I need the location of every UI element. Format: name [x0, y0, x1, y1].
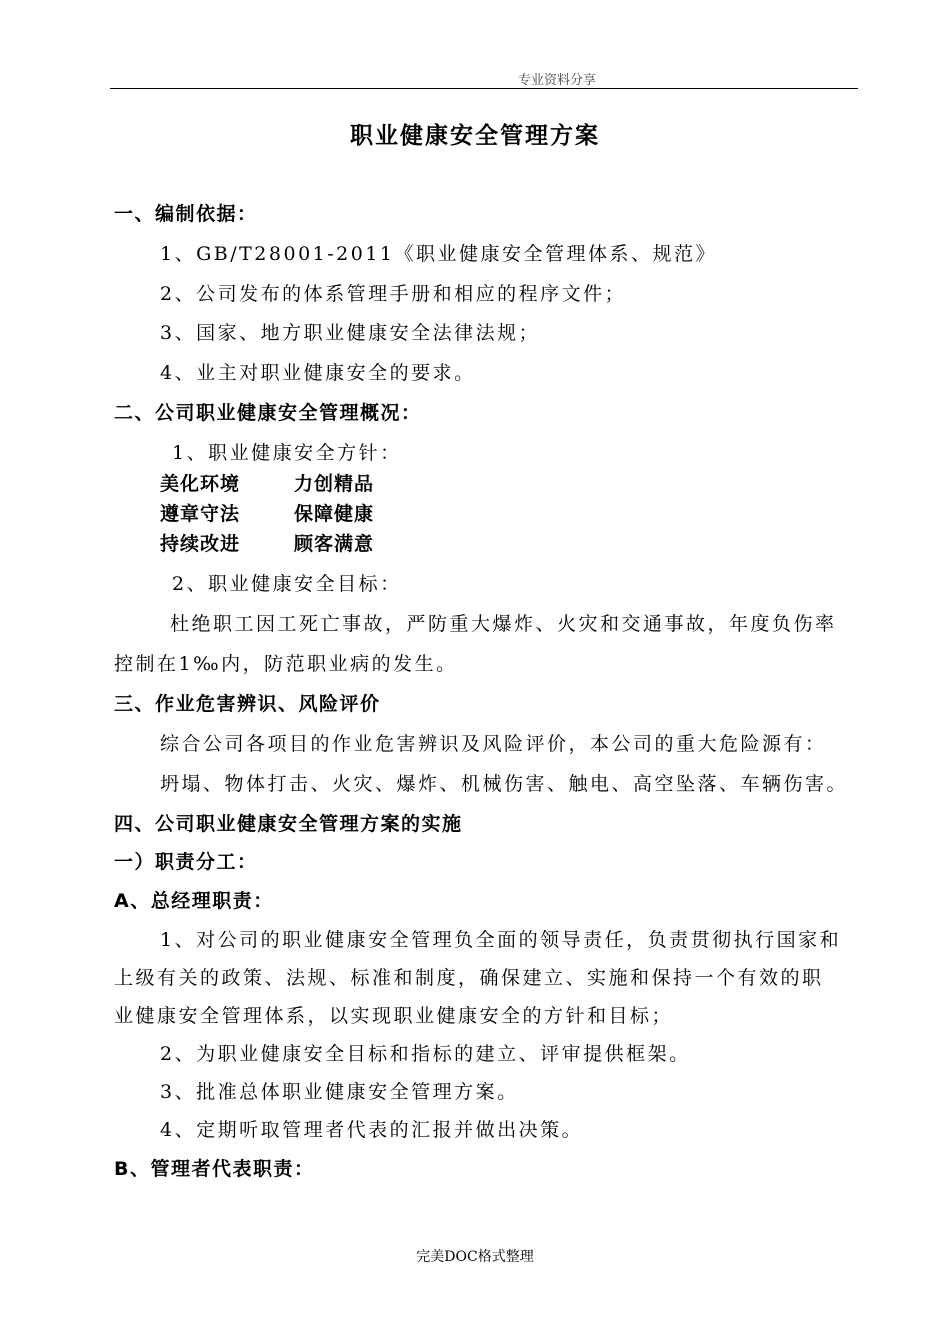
policy-phrase: 保障健康	[294, 503, 375, 525]
gm-duty-line: 4、定期听取管理者代表的汇报并做出决策。	[160, 1119, 584, 1141]
subheading-management-rep: B、管理者代表职责：	[114, 1158, 315, 1180]
subheading-general-manager: A、总经理职责：	[114, 890, 274, 912]
policy-phrase: 持续改进	[160, 533, 241, 555]
policy-row-1	[160, 471, 428, 497]
section-heading-implementation: 四、公司职业健康安全管理方案的实施	[114, 813, 463, 835]
policy-phrase: 遵章守法	[160, 503, 241, 525]
subheading-responsibilities: 一）职责分工：	[114, 851, 258, 873]
basis-item-1: 1、GB/T28001-2011《职业健康安全管理体系、规范》	[160, 243, 718, 265]
page-footer: 完美DOC格式整理	[416, 1249, 534, 1265]
policy-phrase: 美化环境	[160, 473, 241, 495]
document-title: 职业健康安全管理方案	[350, 123, 600, 149]
header-text: 专业资料分享	[518, 73, 597, 88]
gm-duty-line: 3、批准总体职业健康安全管理方案。	[160, 1081, 519, 1103]
policy-row-2	[160, 501, 428, 527]
section-heading-hazard: 三、作业危害辨识、风险评价	[114, 693, 381, 715]
policy-row-3	[160, 531, 428, 557]
hazard-text-line: 坍塌、物体打击、火灾、爆炸、机械伤害、触电、高空坠落、车辆伤害。	[160, 773, 849, 795]
gm-duty-line: 2、为职业健康安全目标和指标的建立、评审提供框架。	[160, 1043, 691, 1065]
basis-item-4: 4、业主对职业健康安全的要求。	[160, 362, 476, 384]
section-heading-basis: 一、编制依据：	[114, 203, 258, 225]
goal-text-line: 控制在1‰内，防范职业病的发生。	[114, 653, 458, 675]
policy-phrase: 力创精品	[294, 473, 375, 495]
goal-label: 2、职业健康安全目标：	[172, 573, 402, 595]
goal-text-line: 杜绝职工因工死亡事故，严防重大爆炸、火灾和交通事故，年度负伤率	[170, 613, 837, 635]
gm-duty-line: 1、对公司的职业健康安全管理负全面的领导责任，负责贯彻执行国家和	[160, 929, 842, 951]
policy-phrase: 顾客满意	[294, 533, 375, 555]
page-header	[110, 64, 858, 89]
section-heading-overview: 二、公司职业健康安全管理概况：	[114, 402, 422, 424]
gm-duty-line: 业健康安全管理体系，以实现职业健康安全的方针和目标；	[114, 1005, 674, 1027]
basis-item-3: 3、国家、地方职业健康安全法律法规；	[160, 322, 541, 344]
policy-label: 1、职业健康安全方针：	[172, 442, 402, 464]
basis-item-2: 2、公司发布的体系管理手册和相应的程序文件；	[160, 283, 627, 305]
hazard-text-line: 综合公司各项目的作业危害辨识及风险评价，本公司的重大危险源有：	[160, 733, 827, 755]
gm-duty-line: 上级有关的政策、法规、标准和制度，确保建立、实施和保持一个有效的职	[114, 967, 824, 989]
